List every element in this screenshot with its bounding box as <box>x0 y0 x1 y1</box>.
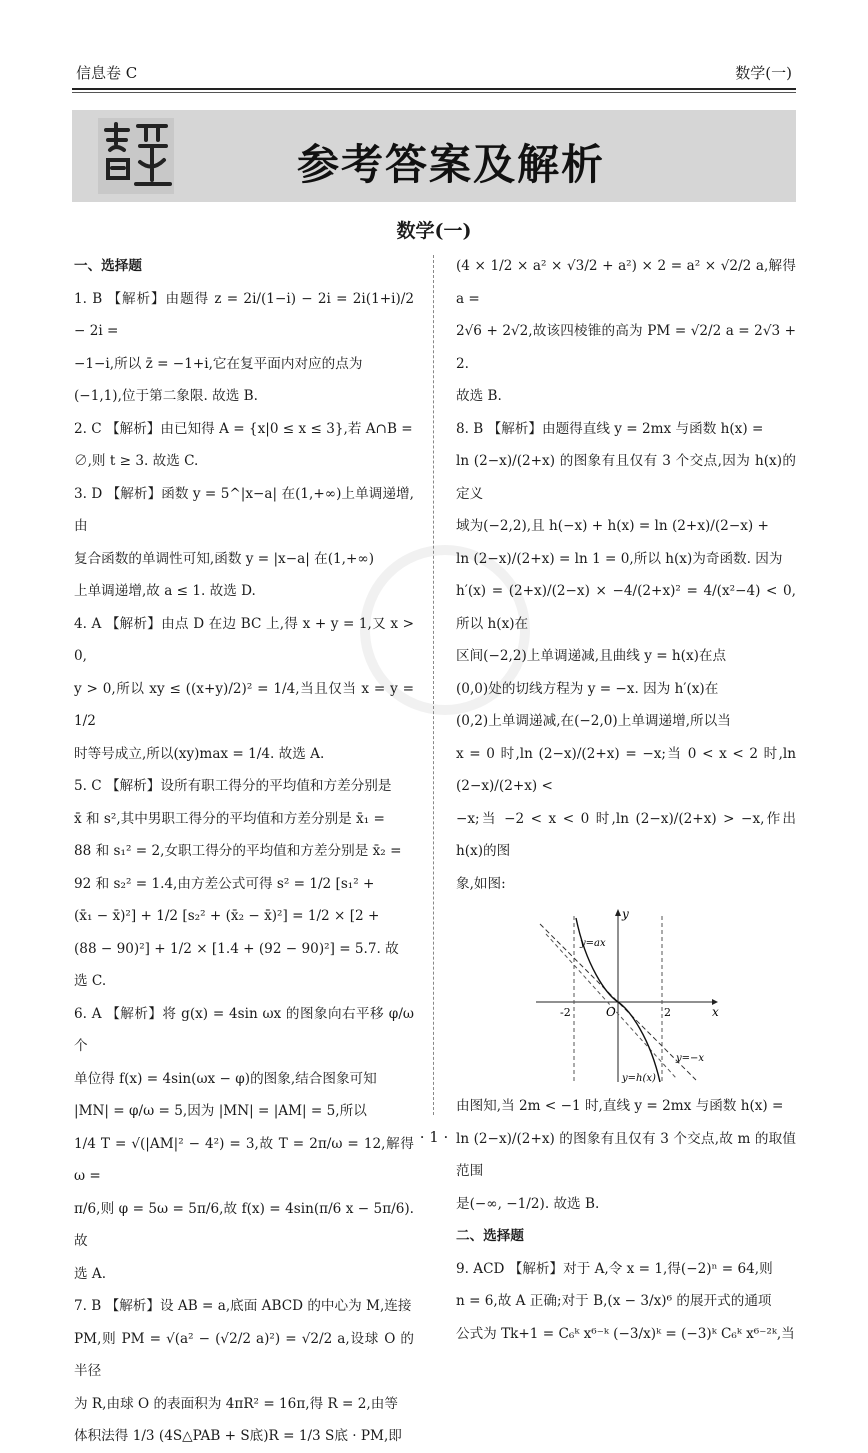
y-axis-arrow-icon <box>615 909 621 916</box>
text-line: −x;当 −2 < x < 0 时,ln (2−x)/(2+x) > −x,作出 h(x)的图 <box>456 810 796 859</box>
label-y-ax: y=ax <box>580 938 606 949</box>
text-line: 1/4 T = √(|AM|² − 4²) = 3,故 T = 2π/ω = 12,解得 ω = <box>74 1135 414 1184</box>
text-line: 象,如图: <box>456 875 506 892</box>
text-line: 9. ACD 【解析】对于 A,令 x = 1,得(−2)ⁿ = 64,则 <box>456 1260 773 1277</box>
text-line: 域为(−2,2),且 h(−x) + h(x) = ln (2+x)/(2−x) + <box>456 518 769 534</box>
text-line: (−1,1),位于第二象限. 故选 B. <box>74 388 258 404</box>
text-line: 4. A 【解析】由点 D 在边 BC 上,得 x + y = 1,又 x > 0, <box>74 615 414 664</box>
header-divider <box>72 92 796 93</box>
text-line: 区间(−2,2)上单调递减,且曲线 y = h(x)在点 <box>456 648 727 664</box>
label-y-h: y=h(x) <box>622 1073 656 1084</box>
header-left: 信息卷 C <box>76 64 138 82</box>
text-line: 88 和 s₁² = 2,女职工得分的平均值和方差分别是 x̄₂ = <box>74 843 402 859</box>
text-line: (0,0)处的切线方程为 y = −x. 因为 h′(x)在 <box>456 680 719 697</box>
text-line: 8. B 【解析】由题得直线 y = 2mx 与函数 h(x) = <box>456 420 764 437</box>
text-line: x = 0 时,ln (2−x)/(2+x) = −x;当 0 < x < 2 时,ln (2−x)/(2+x) < <box>456 745 796 794</box>
text-line: 复合函数的单调性可知,函数 y = |x−a| 在(1,+∞) <box>74 550 375 567</box>
text-line: n = 6,故 A 正确;对于 B,(x − 3/x)⁶ 的展开式的通项 <box>456 1293 772 1309</box>
text-line: x̄ 和 s²,其中男职工得分的平均值和方差分别是 x̄₁ = <box>74 810 385 827</box>
text-line: 选 A. <box>74 1265 107 1282</box>
banner-title: 参考答案及解析 <box>297 140 606 189</box>
text-line: 由图知,当 2m < −1 时,直线 y = 2mx 与函数 h(x) = <box>456 1098 784 1114</box>
text-line: |MN| = φ/ω = 5,因为 |MN| = |AM| = 5,所以 <box>74 1103 367 1119</box>
function-graph <box>526 906 726 1086</box>
text-line: 2. C 【解析】由已知得 A = {x|0 ≤ x ≤ 3},若 A∩B = <box>74 420 413 437</box>
section-heading: 二、选择题 <box>456 1228 524 1244</box>
origin-label: O <box>606 1005 616 1019</box>
left-column <box>74 250 414 1453</box>
text-line: ln (2−x)/(2+x) 的图象有且仅有 3 个交点,因为 h(x)的定义 <box>456 453 796 502</box>
text-line: 体积法得 1/3 (4S△PAB + S底)R = 1/3 S底 · PM,即 <box>74 1428 402 1444</box>
text-line: 公式为 Tk+1 = C₆ᵏ x⁶⁻ᵏ (−3/x)ᵏ = (−3)ᵏ C₆ᵏ x⁶⁻²ᵏ,当 <box>456 1325 795 1342</box>
text-line: (88 − 90)²] + 1/2 × [1.4 + (92 − 90)²] = 5.7. 故 <box>74 940 399 957</box>
tick-label-neg: -2 <box>560 1006 571 1019</box>
text-line: 选 C. <box>74 973 107 989</box>
text-line: 6. A 【解析】将 g(x) = 4sin ωx 的图象向右平移 φ/ω 个 <box>74 1005 414 1054</box>
text-line: −1−i,所以 z̄ = −1+i,它在复平面内对应的点为 <box>74 355 363 372</box>
text-line: PM,则 PM = √(a² − (√2/2 a)²) = √2/2 a,设球 O 的半径 <box>74 1330 414 1379</box>
text-line: (4 × 1/2 × a² × √3/2 + a²) × 2 = a² × √2/2 a,解得 a = <box>456 258 796 307</box>
text-line: 上单调递增,故 a ≤ 1. 故选 D. <box>74 583 256 599</box>
text-line: 单位得 f(x) = 4sin(ωx − φ)的图象,结合图象可知 <box>74 1070 377 1087</box>
header-right: 数学(一) <box>735 64 792 82</box>
text-line: π/6,则 φ = 5ω = 5π/6,故 f(x) = 4sin(π/6 x − 5π/6). 故 <box>74 1200 414 1249</box>
text-line: 5. C 【解析】设所有职工得分的平均值和方差分别是 <box>74 778 392 794</box>
text-line: 1. B 【解析】由题得 z = 2i/(1−i) − 2i = 2i(1+i)/2 − 2i = <box>74 290 414 339</box>
title-banner <box>72 110 796 202</box>
text-line: ln (2−x)/(2+x) = ln 1 = 0,所以 h(x)为奇函数. 因为 <box>456 550 783 567</box>
text-line: 3. D 【解析】函数 y = 5^|x−a| 在(1,+∞)上单调递增,由 <box>74 485 414 534</box>
column-divider <box>433 255 434 1115</box>
text-line: 是(−∞, −1/2). 故选 B. <box>456 1195 600 1212</box>
text-line: y > 0,所以 xy ≤ ((x+y)/2)² = 1/4,当且仅当 x = y = 1/2 <box>74 680 414 729</box>
text-line: ∅,则 t ≥ 3. 故选 C. <box>74 453 199 469</box>
seal-logo-icon <box>96 116 176 196</box>
right-column <box>456 250 796 1350</box>
text-line: 故选 B. <box>456 388 502 404</box>
page-header <box>72 58 796 90</box>
tick-label-pos: 2 <box>664 1006 671 1019</box>
text-line: 92 和 s₂² = 1.4,由方差公式可得 s² = 1/2 [s₁² + <box>74 875 375 892</box>
y-axis-label: y <box>622 907 629 921</box>
page-number: · 1 · <box>419 1128 449 1146</box>
subject-title: 数学(一) <box>396 220 472 242</box>
text-line: 2√6 + 2√2,故该四棱锥的高为 PM = √2/2 a = 2√3 + 2. <box>456 323 796 372</box>
text-line: 时等号成立,所以(xy)max = 1/4. 故选 A. <box>74 745 325 762</box>
section-heading: 一、选择题 <box>74 258 142 274</box>
text-line: 为 R,由球 O 的表面积为 4πR² = 16π,得 R = 2,由等 <box>74 1395 398 1412</box>
x-axis-label: x <box>712 1005 719 1019</box>
text-line: (0,2)上单调递减,在(−2,0)上单调递增,所以当 <box>456 713 731 729</box>
text-line: 7. B 【解析】设 AB = a,底面 ABCD 的中心为 M,连接 <box>74 1298 412 1314</box>
text-line: (x̄₁ − x̄)²] + 1/2 [s₂² + (x̄₂ − x̄)²] = 1/2 × [2 + <box>74 908 380 924</box>
label-y-neg-x: y=−x <box>676 1053 705 1064</box>
text-line: ln (2−x)/(2+x) 的图象有且仅有 3 个交点,故 m 的取值范围 <box>456 1130 796 1179</box>
text-line: h′(x) = (2+x)/(2−x) × −4/(2+x)² = 4/(x²−4) < 0,所以 h(x)在 <box>456 583 796 632</box>
